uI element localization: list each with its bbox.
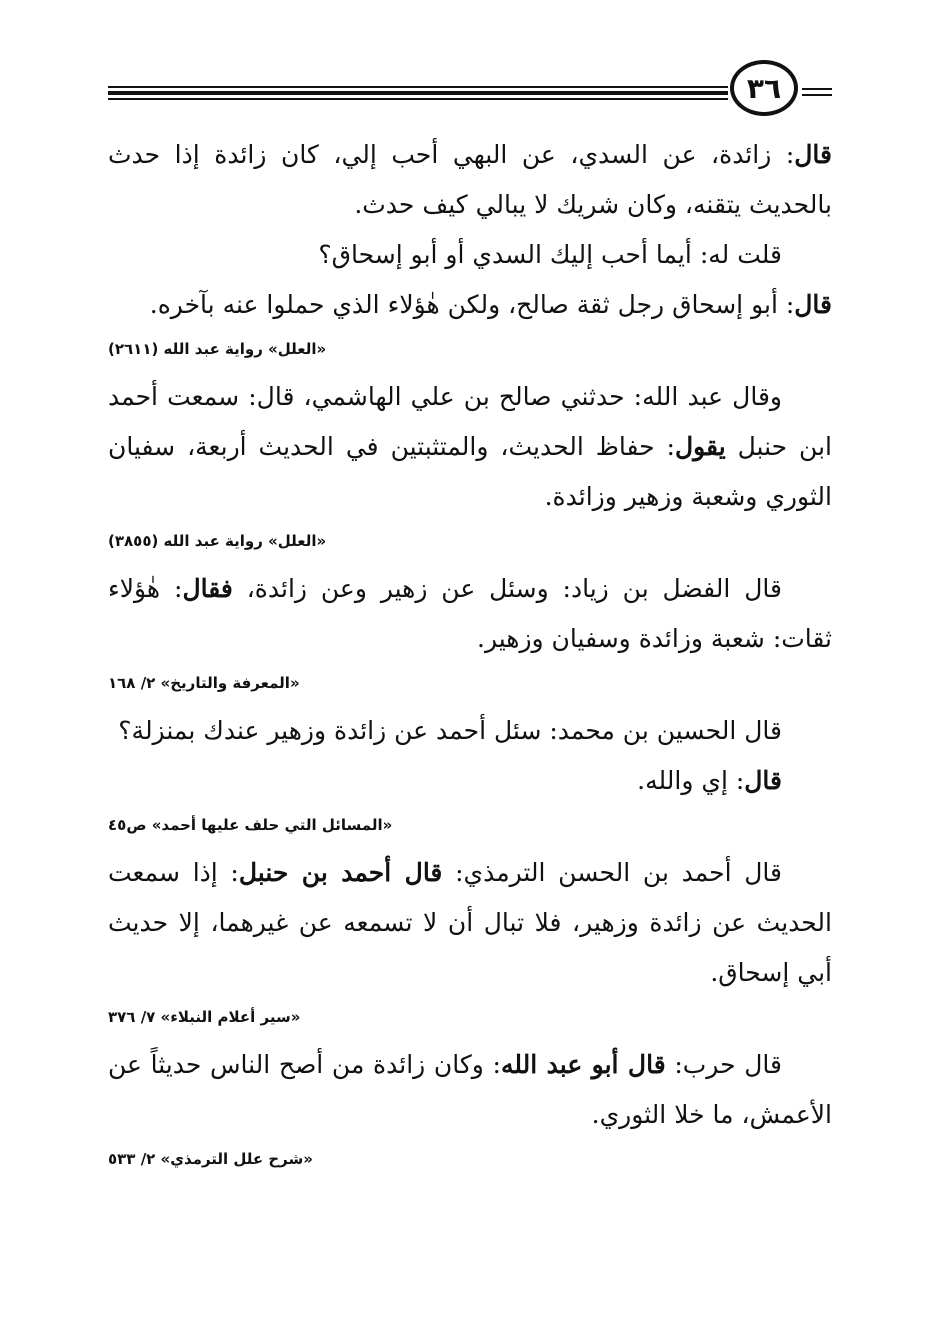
text-block xyxy=(108,706,832,838)
text-block xyxy=(108,372,832,554)
header-rule xyxy=(108,91,728,95)
source-citation xyxy=(108,670,832,696)
source-citation-text: «العلل» رواية عبد الله (٣٨٥٥) xyxy=(108,532,327,550)
bold-text: قال أحمد بن حنبل xyxy=(238,858,443,887)
paragraph xyxy=(108,564,832,664)
source-citation xyxy=(108,1004,832,1030)
header-rule-right xyxy=(802,94,832,96)
body-text: قال الحسين بن محمد: سئل أحمد عن زائدة وزهير عندك بمنزلة؟ xyxy=(118,716,782,745)
header-rule xyxy=(108,86,728,88)
paragraph xyxy=(108,372,832,522)
page-body xyxy=(108,130,832,1182)
source-citation-text: «العلل» رواية عبد الله (٢٦١١) xyxy=(108,340,327,358)
source-citation-text: «سير أعلام النبلاء» ٧/ ٣٧٦ xyxy=(108,1008,301,1026)
text-block xyxy=(108,1040,832,1172)
body-text: : هٰؤلاء ثقات: شعبة وزائدة وسفيان وزهير. xyxy=(108,574,832,653)
paragraph xyxy=(108,1040,832,1140)
body-text: : زائدة، عن السدي، عن البهي أحب إلي، كان زائدة إذا حدث بالحديث يتقنه، وكان شريك لا يبالي كيف حدث. xyxy=(108,140,832,219)
source-citation xyxy=(108,1146,832,1172)
text-block xyxy=(108,130,832,362)
body-text: : إذا سمعت الحديث عن زائدة وزهير، فلا تبال أن لا تسمعه عن غيرهما، إلا حديث أبي إسحاق. xyxy=(108,858,832,987)
body-text: : وكان زائدة من أصح الناس حديثاً عن الأعمش، ما خلا الثوري. xyxy=(108,1050,832,1129)
page-header xyxy=(108,60,832,120)
body-text: قال أحمد بن الحسن الترمذي: xyxy=(442,858,782,887)
paragraph xyxy=(108,706,832,756)
paragraph xyxy=(108,756,832,806)
paragraph xyxy=(108,130,832,230)
paragraph xyxy=(108,230,832,280)
body-text: : إي والله. xyxy=(637,766,745,795)
header-rule xyxy=(108,98,728,100)
bold-text: قال xyxy=(794,290,832,319)
paragraph xyxy=(108,280,832,330)
body-text: : حفاظ الحديث، والمتثبتين في الحديث أربعة، سفيان الثوري وشعبة وزهير وزائدة. xyxy=(108,432,832,511)
source-citation xyxy=(108,812,832,838)
bold-text: قال أبو عبد الله xyxy=(500,1050,666,1079)
source-citation xyxy=(108,336,832,362)
bold-text: قال xyxy=(794,140,832,169)
body-text: قال حرب: xyxy=(665,1050,782,1079)
source-citation xyxy=(108,528,832,554)
bold-text: قال xyxy=(744,766,782,795)
text-block xyxy=(108,564,832,696)
source-citation-text: «شرح علل الترمذي» ٢/ ٥٣٣ xyxy=(108,1150,313,1168)
paragraph xyxy=(108,848,832,998)
page-number: ٣٦ xyxy=(730,60,798,116)
body-text: : أبو إسحاق رجل ثقة صالح، ولكن هٰؤلاء الذي حملوا عنه بآخره. xyxy=(149,290,795,319)
source-citation-text: «المعرفة والتاريخ» ٢/ ١٦٨ xyxy=(108,674,300,692)
bold-text: يقول xyxy=(674,432,726,461)
body-text: قال الفضل بن زياد: وسئل عن زهير وعن زائدة، xyxy=(232,574,782,603)
body-text: وقال عبد الله: حدثني صالح بن علي الهاشمي، قال: سمعت أحمد ابن حنبل xyxy=(108,382,832,461)
text-block xyxy=(108,848,832,1030)
source-citation-text: «المسائل التي حلف عليها أحمد» ص٤٥ xyxy=(108,816,393,834)
body-text: قلت له: أيما أحب إليك السدي أو أبو إسحاق؟ xyxy=(318,240,782,269)
header-rule-right xyxy=(802,88,832,90)
bold-text: فقال xyxy=(182,574,233,603)
